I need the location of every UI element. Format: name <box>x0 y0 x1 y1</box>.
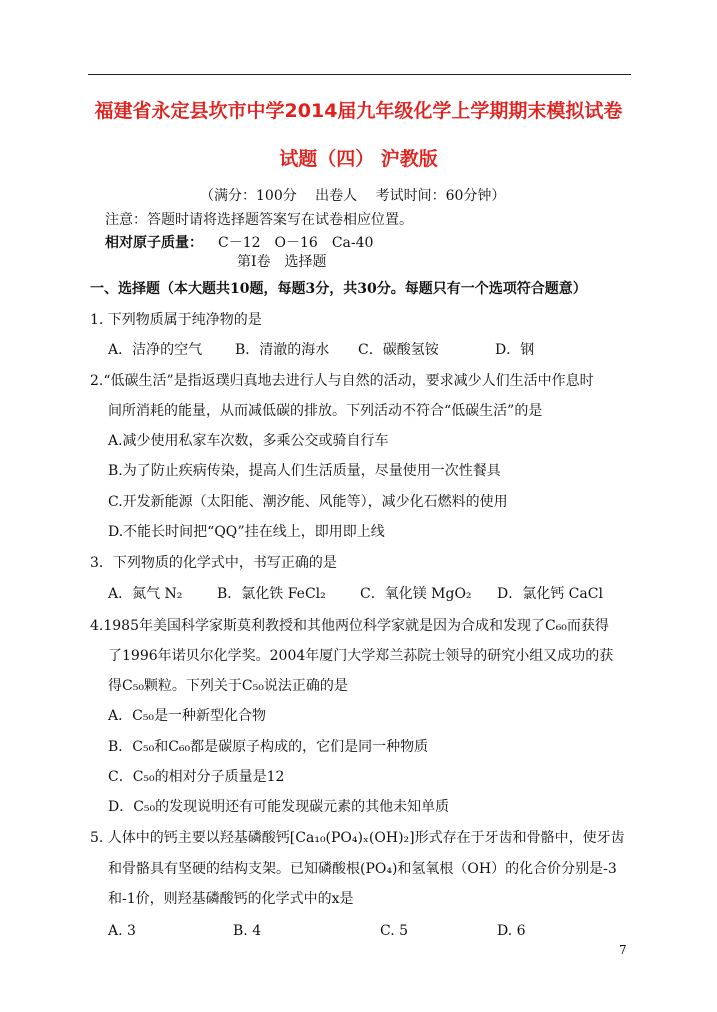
q2-option-b: B.为了防止疾病传染，提高人们生活质量，尽量使用一次性餐具 <box>108 463 501 479</box>
q5-option-a: A. 3 <box>108 923 136 939</box>
q4-stem-line2: 了1996年诺贝尔化学奖。2004年厦门大学郑兰荪院士领导的研究小组又成功的获 <box>108 648 614 664</box>
q4-stem-line3: 得C₅₀颗粒。下列关于C₅₀说法正确的是 <box>108 678 348 694</box>
q2-option-d: D.不能长时间把“QQ”挂在线上，即用即上线 <box>108 524 385 540</box>
section-heading: 一、选择题（本大题共10题，每题3分，共30分。每题只有一个选项符合题意） <box>90 281 587 297</box>
q5-option-c: C. 5 <box>380 923 409 939</box>
q5-stem-line2: 和骨骼具有坚硬的结构支架。已知磷酸根(PO₄)和氢氧根（OH）的化合价分别是-3 <box>108 861 617 877</box>
q3-stem: 3．下列物质的化学式中，书写正确的是 <box>90 555 337 571</box>
q1-stem: 1. 下列物质属于纯净物的是 <box>90 312 262 328</box>
q5-option-b: B. 4 <box>233 923 262 939</box>
q2-option-c: C.开发新能源（太阳能、潮汐能、风能等），减少化石燃料的使用 <box>108 494 508 510</box>
q3-option-d: D．氯化钙 CaCl <box>497 586 603 602</box>
q4-option-b: B．C₅₀和C₆₀都是碳原子构成的，它们是同一种物质 <box>108 739 429 755</box>
q2-stem-line1: 2.“低碳生活”是指返璞归真地去进行人与自然的活动，要求减少人们生活中作息时 <box>90 373 594 389</box>
part-title: 第Ⅰ卷 选择题 <box>237 254 327 270</box>
q4-stem-line1: 4.1985年美国科学家斯莫利教授和其他两位科学家就是因为合成和发现了C₆₀而获得 <box>90 618 609 634</box>
page-number: 7 <box>619 943 627 957</box>
document-title: 福建省永定县坎市中学2014届九年级化学上学期期末模拟试卷 <box>94 100 623 122</box>
atomic-mass-label: 相对原子质量： <box>105 235 203 251</box>
q2-option-a: A.减少使用私家车次数，多乘公交或骑自行车 <box>108 433 389 449</box>
q1-option-a: A．洁净的空气 <box>108 342 203 358</box>
q4-option-d: D．C₅₀的发现说明还有可能发现碳元素的其他未知单质 <box>108 799 450 815</box>
notice: 注意：答题时请将选择题答案写在试卷相应位置。 <box>105 212 413 228</box>
exam-meta: （满分：100分 出卷人 考试时间：60分钟） <box>200 188 506 204</box>
q4-option-a: A．C₅₀是一种新型化合物 <box>108 708 267 724</box>
document-subtitle: 试题（四） 沪教版 <box>279 148 438 170</box>
q4-option-c: C．C₅₀的相对分子质量是12 <box>108 769 285 785</box>
q1-option-d: D．钢 <box>495 342 535 358</box>
q2-stem-line2: 间所消耗的能量，从而减低碳的排放。下列活动不符合“低碳生活”的是 <box>108 403 543 419</box>
q5-stem-line3: 和-1价，则羟基磷酸钙的化学式中的x是 <box>108 891 354 907</box>
q3-option-b: B．氯化铁 FeCl₂ <box>217 586 326 602</box>
q3-option-c: C．氧化镁 MgO₂ <box>360 586 472 602</box>
q5-stem-line1: 5. 人体中的钙主要以羟基磷酸钙[Ca₁₀(PO₄)ₓ(OH)₂]形式存在于牙齿和骨骼中，使牙齿 <box>90 830 625 846</box>
header-rule <box>88 74 631 75</box>
q1-option-c: C．碳酸氢铵 <box>358 342 439 358</box>
q5-option-d: D. 6 <box>497 923 526 939</box>
q1-option-b: B．清澈的海水 <box>235 342 330 358</box>
q3-option-a: A．氮气 N₂ <box>108 586 183 602</box>
atomic-mass-values: C－12 O－16 Ca-40 <box>218 235 374 251</box>
